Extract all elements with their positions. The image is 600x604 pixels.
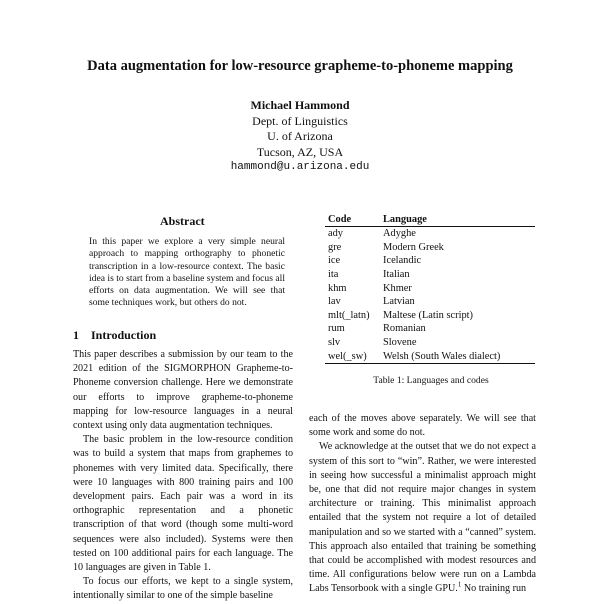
section-heading: [73, 328, 156, 343]
right-paragraph-2: [309, 440, 536, 596]
table-cell-code: slv: [328, 337, 341, 349]
table-header-row: [325, 214, 535, 227]
table-cell-language: Khmer: [383, 282, 412, 294]
languages-table: [325, 214, 535, 364]
table-cell-language: Maltese (Latin script): [383, 309, 474, 321]
author-university: U. of Arizona: [267, 129, 333, 143]
footnote-mark[interactable]: 1: [457, 581, 462, 590]
right-paragraph-2-text: We acknowledge at the outset that we do not expect a system of this sort to “win”. Rather, we were interested in seeing how successful a minimalist approach might be, one that did not require major changes in system architecture or training. This minimalist approach entailed that the system not require a lot of detailed manipulation and so we started with a “canned” system. This approach also entailed that training be something that could be accomplished with modest resources and time. All configurations below were run on a Lambda Labs Tensorbook with a single GPU.: [309, 441, 536, 595]
right-paragraph-2-tail: No training run: [461, 583, 527, 595]
table-cell-language: Latvian: [383, 296, 415, 308]
table-cell-language: Welsh (South Wales dialect): [380, 349, 535, 363]
section-title: Introduction: [91, 328, 157, 342]
author-email: hammond@u.arizona.edu: [230, 161, 370, 173]
intro-paragraph-3: To focus our efforts, we kept to a single system, intentionally similar to one of the simple baseline: [73, 576, 293, 602]
table-cell-language: Romanian: [383, 323, 426, 335]
table-header-language: Language: [380, 214, 535, 227]
table-cell-code: lav: [328, 296, 341, 308]
abstract-heading: Abstract: [160, 214, 205, 228]
table-cell-code: khm: [328, 282, 347, 294]
table-cell-code: ita: [328, 269, 339, 281]
paper-title: Data augmentation for low-resource grapheme-to-phoneme mapping: [87, 58, 513, 74]
table-row: [325, 295, 535, 309]
table-row: [325, 227, 535, 241]
intro-paragraph-1: This paper describes a submission by our team to the 2021 edition of the SIGMORPHON Grapheme-to-Phoneme conversion challenge. Here we demonstrate our efforts to improve grapheme-to-phoneme mapping for low-resource languages in a neural context using only data augmentation techniques.: [73, 349, 293, 432]
left-column-body: [73, 348, 293, 604]
table-cell-language: Italian: [383, 269, 410, 281]
table-cell-code: ice: [328, 255, 341, 267]
table-cell-code: mlt(_latn): [328, 309, 370, 321]
abstract-text: In this paper we explore a very simple neural approach to mapping orthography to phonetic transcription in a low-resource context. The basic idea is to start from a baseline system and focus all efforts on data augmentation. We will see that some techniques work, but others do not.: [89, 236, 285, 309]
author-dept: Dept. of Linguistics: [252, 113, 348, 128]
table-row: [325, 349, 535, 363]
author-block: [0, 98, 600, 176]
table-cell-code: rum: [328, 323, 345, 335]
table-cell-code: ady: [328, 228, 344, 240]
author-name: Michael Hammond: [250, 98, 350, 112]
author-city: Tucson, AZ, USA: [256, 144, 344, 159]
table-cell-language: Modern Greek: [383, 241, 444, 253]
table-cell-code: wel(_sw): [325, 349, 380, 363]
right-paragraph-1: each of the moves above separately. We will see that some work and some do not.: [309, 413, 536, 439]
table-header-code: Code: [325, 214, 380, 227]
table-cell-language: Slovene: [383, 337, 417, 349]
table-row: [325, 281, 535, 295]
table-row: [325, 241, 535, 255]
table-caption: Table 1: Languages and codes: [373, 375, 489, 386]
table-row: [325, 309, 535, 323]
table-cell-code: gre: [328, 241, 342, 253]
table-cell-language: Icelandic: [383, 255, 422, 267]
intro-paragraph-2: The basic problem in the low-resource condition was to build a system that maps from graphemes to phonemes with very limited data. Specifically, there were 10 languages with 800 training pairs and 100 development pairs. Each pair was a word in its orthographic representation and a phonetic transcription of that word (though some multi-word sequences were also included). Systems were then tested on 100 additional pairs for each language. The 10 languages are given in Table 1.: [73, 434, 293, 574]
table-row: [325, 336, 535, 350]
section-number: 1: [73, 328, 79, 342]
table-row: [325, 254, 535, 268]
right-column-body: [309, 412, 536, 597]
table-cell-language: Adyghe: [383, 228, 416, 240]
table-row: [325, 268, 535, 282]
table-row: [325, 322, 535, 336]
